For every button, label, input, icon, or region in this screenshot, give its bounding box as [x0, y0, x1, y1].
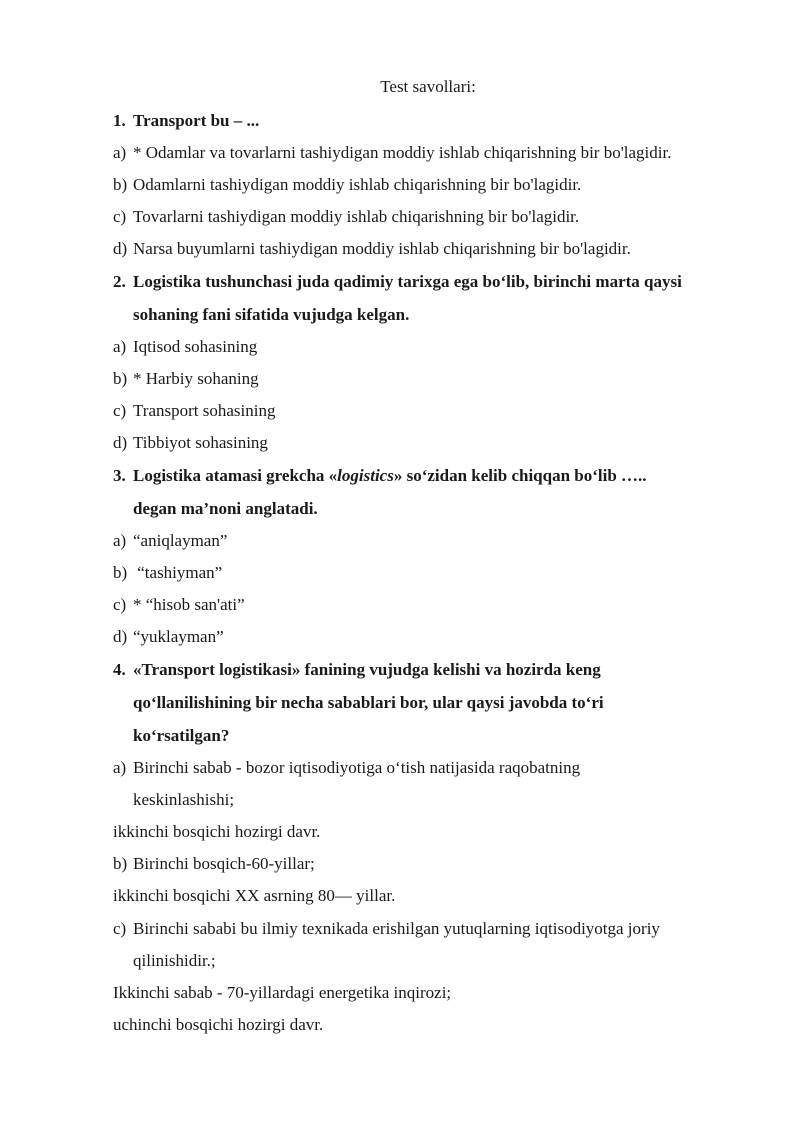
- answer-option: [113, 174, 581, 196]
- option-text: * “hisob san'ati”: [133, 595, 245, 614]
- answer-option: [113, 238, 631, 260]
- question-number: 1.: [113, 111, 126, 130]
- option-text: “tashiyman”: [133, 563, 223, 582]
- option-text: Birinchi sababi bu ilmiy texnikada erishilgan yutuqlarning iqtisodiyotga joriy: [133, 919, 660, 938]
- option-text-continuation: keskinlashishi;: [133, 790, 235, 809]
- option-text: * Odamlar va tovarlarni tashiydigan moddiy ishlab chiqarishning bir bo'lagidir.: [133, 143, 672, 162]
- option-label: c): [113, 595, 127, 614]
- option-text-continuation: Ikkinchi sabab - 70-yillardagi energetika inqirozi;: [113, 983, 452, 1002]
- page-title: Test savollari:: [380, 77, 476, 96]
- question-text: Transport bu – ...: [133, 111, 260, 130]
- answer-option: [113, 142, 671, 164]
- option-label: c): [113, 207, 127, 226]
- question-text-continuation: degan ma’noni anglatadi.: [133, 499, 318, 518]
- option-label: c): [113, 919, 127, 938]
- option-text: Birinchi bosqich-60-yillar;: [133, 854, 315, 873]
- option-text-continuation: qilinishidir.;: [133, 951, 216, 970]
- option-label: b): [113, 854, 128, 873]
- option-text-continuation: ikkinchi bosqichi XX asrning 80— yillar.: [113, 886, 396, 905]
- answer-option: [113, 432, 268, 454]
- question-number: 2.: [113, 272, 126, 291]
- option-label: b): [113, 175, 128, 194]
- option-label: d): [113, 239, 128, 258]
- option-text: Odamlarni tashiydigan moddiy ishlab chiqarishning bir bo'lagidir.: [133, 175, 582, 194]
- option-text: Birinchi sabab - bozor iqtisodiyotiga o‘tish natijasida raqobatning: [133, 758, 581, 777]
- question-text: «Transport logistikasi» fanining vujudga kelishi va hozirda keng: [133, 660, 601, 679]
- option-text: Tibbiyot sohasining: [133, 433, 268, 452]
- option-label: b): [113, 563, 128, 582]
- answer-option: [113, 400, 275, 422]
- question-2: [113, 271, 682, 293]
- question-text: » so‘zidan kelib chiqqan bo‘lib …..: [393, 466, 647, 485]
- answer-option: [113, 853, 315, 875]
- option-label: b): [113, 369, 128, 388]
- answer-option: [113, 757, 580, 779]
- option-text-continuation: ikkinchi bosqichi hozirgi davr.: [113, 822, 321, 841]
- answer-option: [113, 206, 579, 228]
- answer-option: [113, 594, 245, 616]
- question-1: [113, 110, 259, 132]
- answer-option: [113, 562, 222, 584]
- question-number: 3.: [113, 466, 126, 485]
- option-text: Narsa buyumlarni tashiydigan moddiy ishlab chiqarishning bir bo'lagidir.: [133, 239, 631, 258]
- option-text: Transport sohasining: [133, 401, 276, 420]
- option-label: a): [113, 143, 127, 162]
- question-text-continuation: ko‘rsatilgan?: [133, 726, 230, 745]
- question-4: [113, 659, 601, 681]
- answer-option: [113, 336, 257, 358]
- question-text-continuation: sohaning fani sifatida vujudga kelgan.: [133, 305, 410, 324]
- option-text: “aniqlayman”: [133, 531, 228, 550]
- option-text: “yuklayman”: [133, 627, 224, 646]
- option-label: d): [113, 433, 128, 452]
- question-text: Logistika tushunchasi juda qadimiy tarixga ega bo‘lib, birinchi marta qaysi: [133, 272, 682, 291]
- option-text: * Harbiy sohaning: [133, 369, 259, 388]
- question-number: 4.: [113, 660, 126, 679]
- question-text: Logistika atamasi grekcha «: [133, 466, 338, 485]
- question-3: [113, 465, 647, 487]
- option-label: a): [113, 337, 127, 356]
- option-text: Tovarlarni tashiydigan moddiy ishlab chiqarishning bir bo'lagidir.: [133, 207, 580, 226]
- question-text-italic: logistics: [337, 466, 394, 485]
- answer-option: [113, 530, 227, 552]
- option-label: c): [113, 401, 127, 420]
- option-text-continuation: uchinchi bosqichi hozirgi davr.: [113, 1015, 324, 1034]
- answer-option: [113, 918, 660, 940]
- question-text-continuation: qo‘llanilishining bir necha sabablari bor, ular qaysi javobda to‘ri: [133, 693, 604, 712]
- answer-option: [113, 368, 259, 390]
- option-text: Iqtisod sohasining: [133, 337, 258, 356]
- option-label: a): [113, 758, 127, 777]
- answer-option: [113, 626, 224, 648]
- option-label: a): [113, 531, 127, 550]
- option-label: d): [113, 627, 128, 646]
